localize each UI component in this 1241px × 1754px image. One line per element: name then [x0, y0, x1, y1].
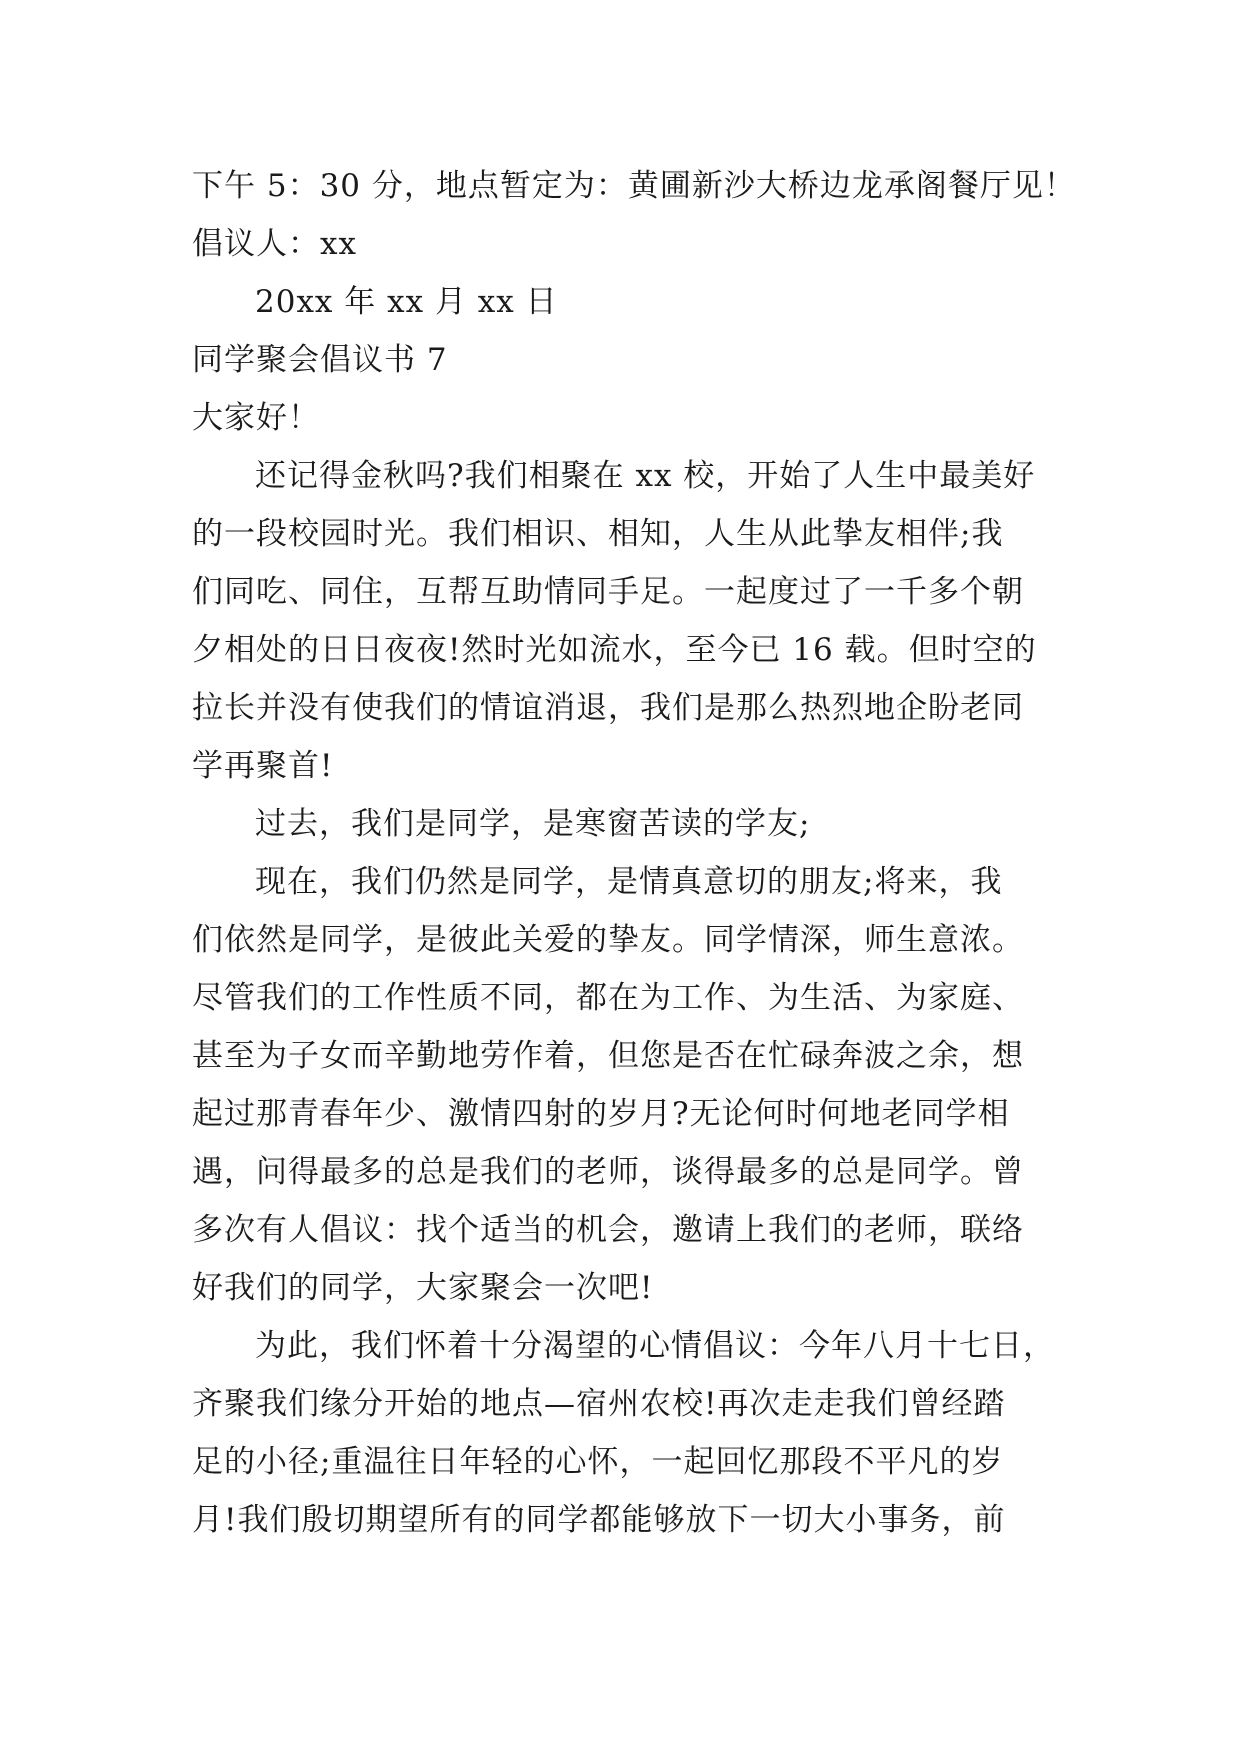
text-line: 还记得金秋吗?我们相聚在 xx 校，开始了人生中最美好 — [255, 458, 1036, 494]
text-line: 好我们的同学，大家聚会一次吧! — [192, 1270, 654, 1306]
text-line: 学再聚首! — [192, 748, 334, 784]
text-line: 倡议人：xx — [192, 226, 357, 262]
text-line: 起过那青春年少、激情四射的岁月?无论何时何地老同学相 — [192, 1096, 1010, 1132]
text-line: 拉长并没有使我们的情谊消退，我们是那么热烈地企盼老同 — [192, 690, 1024, 726]
text-line: 过去，我们是同学，是寒窗苦读的学友; — [255, 806, 811, 842]
text-line: 们依然是同学，是彼此关爱的挚友。同学情深，师生意浓。 — [192, 922, 1024, 958]
text-line: 现在，我们仍然是同学，是情真意切的朋友;将来，我 — [255, 864, 1003, 900]
text-line: 多次有人倡议：找个适当的机会，邀请上我们的老师，联络 — [192, 1212, 1024, 1248]
text-line: 的一段校园时光。我们相识、相知，人生从此挚友相伴;我 — [192, 516, 1004, 552]
text-line: 足的小径;重温往日年轻的心怀，一起回忆那段不平凡的岁 — [192, 1444, 1004, 1480]
date-line: 20xx 年 xx 月 xx 日 — [255, 284, 558, 320]
text-line: 们同吃、同住，互帮互助情同手足。一起度过了一千多个朝 — [192, 574, 1024, 610]
text-line: 月!我们殷切期望所有的同学都能够放下一切大小事务，前 — [192, 1502, 1006, 1538]
text-line: 下午 5：30 分，地点暂定为：黄圃新沙大桥边龙承阁餐厅见！ — [192, 168, 1076, 204]
document-body — [192, 157, 1076, 1549]
text-line: 齐聚我们缘分开始的地点—宿州农校!再次走走我们曾经踏 — [192, 1386, 1006, 1422]
text-line: 夕相处的日日夜夜!然时光如流水，至今已 16 载。但时空的 — [192, 632, 1037, 668]
greeting: 大家好！ — [192, 400, 320, 436]
text-line: 为此，我们怀着十分渴望的心情倡议：今年八月十七日， — [255, 1328, 1055, 1364]
text-line: 遇，问得最多的总是我们的老师，谈得最多的总是同学。曾 — [192, 1154, 1024, 1190]
section-title: 同学聚会倡议书 7 — [192, 342, 448, 378]
text-line: 甚至为子女而辛勤地劳作着，但您是否在忙碌奔波之余，想 — [192, 1038, 1024, 1074]
text-line: 尽管我们的工作性质不同，都在为工作、为生活、为家庭、 — [192, 980, 1024, 1016]
